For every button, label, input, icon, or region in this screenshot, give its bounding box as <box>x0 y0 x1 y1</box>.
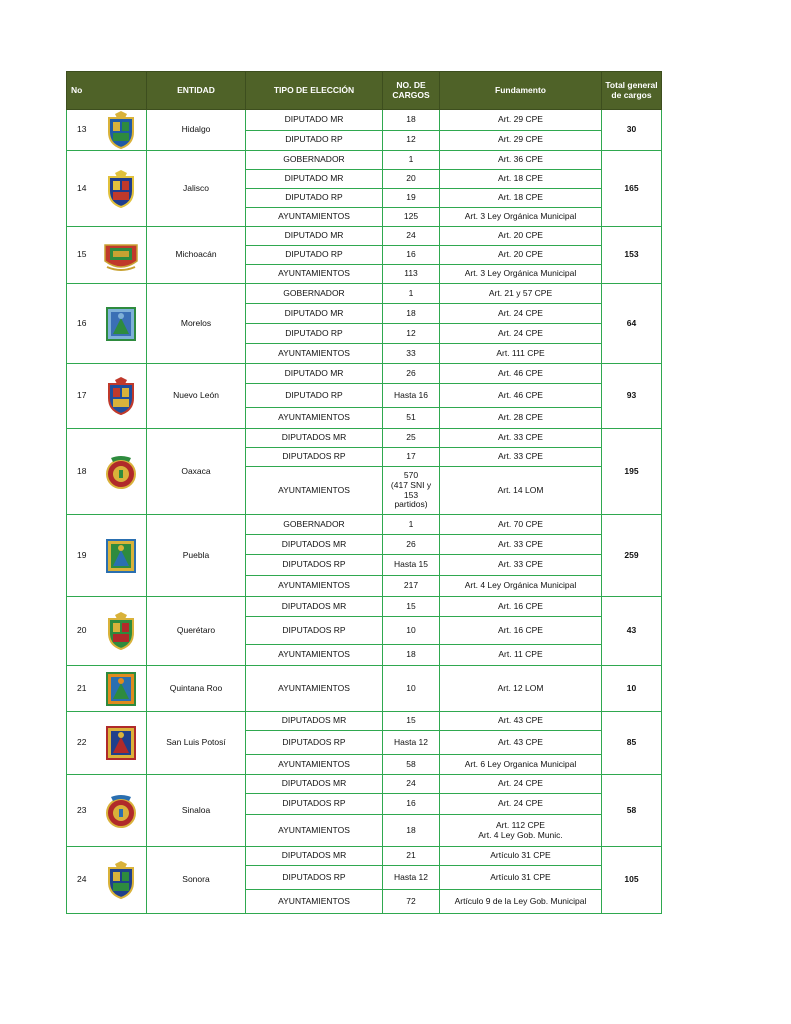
state-number-label: 15 <box>77 249 87 260</box>
election-type: AYUNTAMIENTOS <box>246 408 383 429</box>
election-type: AYUNTAMIENTOS <box>246 645 383 666</box>
positions-count: 19 <box>383 189 440 208</box>
state-number <box>67 666 147 712</box>
legal-basis: Artículo 31 CPE <box>440 866 602 890</box>
election-type: DIPUTADOS RP <box>246 866 383 890</box>
positions-count: 16 <box>383 246 440 265</box>
state-number <box>67 227 147 284</box>
legal-basis: Art. 14 LOM <box>440 467 602 515</box>
positions-count: 25 <box>383 429 440 448</box>
state-number <box>67 284 147 364</box>
header-fundamento: Fundamento <box>440 72 602 110</box>
state-crest-icon <box>101 536 141 576</box>
legal-basis: Art. 20 CPE <box>440 246 602 265</box>
state-number <box>67 712 147 775</box>
state-crest-icon <box>101 611 141 651</box>
state-crest-icon <box>101 376 141 416</box>
state-number-label: 24 <box>77 874 87 885</box>
legal-basis: Art. 12 LOM <box>440 666 602 712</box>
positions-count: 72 <box>383 890 440 914</box>
election-type: DIPUTADO MR <box>246 110 383 131</box>
state-name: Quintana Roo <box>147 666 246 712</box>
election-type: DIPUTADOS RP <box>246 555 383 576</box>
state-number <box>67 429 147 515</box>
positions-count: 16 <box>383 794 440 815</box>
total-positions: 165 <box>602 151 662 227</box>
legal-basis: Art. 16 CPE <box>440 597 602 617</box>
election-type: DIPUTADO MR <box>246 364 383 384</box>
state-crest-icon <box>101 304 141 344</box>
legal-basis: Art. 33 CPE <box>440 448 602 467</box>
state-name: Querétaro <box>147 597 246 666</box>
table-body <box>67 110 662 914</box>
table-row <box>67 666 662 712</box>
positions-count: 51 <box>383 408 440 429</box>
positions-count: 1 <box>383 284 440 304</box>
election-type: DIPUTADO RP <box>246 246 383 265</box>
header-entidad: ENTIDAD <box>147 72 246 110</box>
state-name: Sinaloa <box>147 775 246 847</box>
state-number <box>67 847 147 914</box>
table-row <box>67 712 662 731</box>
legal-basis: Art. 29 CPE <box>440 110 602 131</box>
state-name: Oaxaca <box>147 429 246 515</box>
election-type: DIPUTADO MR <box>246 170 383 189</box>
header-tipo: TIPO DE ELECCIÓN <box>246 72 383 110</box>
legal-basis: Art. 43 CPE <box>440 712 602 731</box>
state-crest-icon <box>101 235 141 275</box>
state-crest-icon <box>101 452 141 492</box>
total-positions: 105 <box>602 847 662 914</box>
total-positions: 58 <box>602 775 662 847</box>
election-type: DIPUTADOS RP <box>246 731 383 755</box>
state-name: Jalisco <box>147 151 246 227</box>
legal-basis: Art. 6 Ley Organica Municipal <box>440 755 602 775</box>
state-number-label: 16 <box>77 317 87 328</box>
total-positions: 93 <box>602 364 662 429</box>
legal-basis: Art. 70 CPE <box>440 515 602 535</box>
table-row <box>67 364 662 384</box>
positions-count: 18 <box>383 110 440 131</box>
legal-basis: Artículo 31 CPE <box>440 847 602 866</box>
legal-basis: Art. 3 Ley Orgánica Municipal <box>440 208 602 227</box>
election-type: GOBERNADOR <box>246 515 383 535</box>
positions-count: 15 <box>383 712 440 731</box>
total-positions: 64 <box>602 284 662 364</box>
legal-basis: Art. 24 CPE <box>440 324 602 344</box>
election-type: AYUNTAMIENTOS <box>246 815 383 847</box>
election-type: DIPUTADO RP <box>246 324 383 344</box>
election-type: DIPUTADOS RP <box>246 617 383 645</box>
election-type: DIPUTADO MR <box>246 227 383 246</box>
positions-count: 15 <box>383 597 440 617</box>
positions-count: Hasta 12 <box>383 731 440 755</box>
election-type: DIPUTADO RP <box>246 384 383 408</box>
legal-basis: Art. 4 Ley Orgánica Municipal <box>440 576 602 597</box>
election-type: GOBERNADOR <box>246 151 383 170</box>
election-positions-table <box>66 71 662 914</box>
state-number-label: 18 <box>77 465 87 476</box>
positions-count: 18 <box>383 815 440 847</box>
legal-basis: Artículo 9 de la Ley Gob. Municipal <box>440 890 602 914</box>
legal-basis: Art. 28 CPE <box>440 408 602 429</box>
total-positions: 85 <box>602 712 662 775</box>
legal-basis: Art. 20 CPE <box>440 227 602 246</box>
total-positions: 195 <box>602 429 662 515</box>
legal-basis: Art. 24 CPE <box>440 775 602 794</box>
state-number <box>67 151 147 227</box>
positions-count: 570 (417 SNI y 153 partidos) <box>383 467 440 515</box>
state-name: Michoacán <box>147 227 246 284</box>
state-crest-icon <box>101 110 141 150</box>
legal-basis: Art. 24 CPE <box>440 304 602 324</box>
election-type: DIPUTADOS RP <box>246 794 383 815</box>
total-positions: 10 <box>602 666 662 712</box>
legal-basis: Art. 21 y 57 CPE <box>440 284 602 304</box>
state-number <box>67 364 147 429</box>
state-crest-icon <box>101 791 141 831</box>
election-type: AYUNTAMIENTOS <box>246 467 383 515</box>
positions-count: Hasta 16 <box>383 384 440 408</box>
positions-count: Hasta 15 <box>383 555 440 576</box>
header-no: No <box>67 72 147 110</box>
election-type: AYUNTAMIENTOS <box>246 666 383 712</box>
table-row <box>67 775 662 794</box>
legal-basis: Art. 3 Ley Orgánica Municipal <box>440 265 602 284</box>
total-positions: 153 <box>602 227 662 284</box>
state-number-label: 22 <box>77 737 87 748</box>
positions-count: 24 <box>383 227 440 246</box>
state-number-label: 19 <box>77 549 87 560</box>
positions-count: 26 <box>383 535 440 555</box>
total-positions: 259 <box>602 515 662 597</box>
state-number-label: 14 <box>77 182 87 193</box>
election-type: DIPUTADOS MR <box>246 712 383 731</box>
election-type: AYUNTAMIENTOS <box>246 265 383 284</box>
table-row <box>67 847 662 866</box>
state-crest-icon <box>101 723 141 763</box>
state-number-label: 20 <box>77 625 87 636</box>
total-positions: 30 <box>602 110 662 151</box>
positions-count: 26 <box>383 364 440 384</box>
state-number <box>67 515 147 597</box>
legal-basis: Art. 11 CPE <box>440 645 602 666</box>
state-name: Puebla <box>147 515 246 597</box>
header-total: Total general de cargos <box>602 72 662 110</box>
legal-basis: Art. 24 CPE <box>440 794 602 815</box>
state-name: Nuevo León <box>147 364 246 429</box>
positions-count: 217 <box>383 576 440 597</box>
positions-count: 113 <box>383 265 440 284</box>
state-crest-icon <box>101 860 141 900</box>
state-crest-icon <box>101 669 141 709</box>
positions-count: 17 <box>383 448 440 467</box>
positions-count: 10 <box>383 666 440 712</box>
state-number-label: 23 <box>77 804 87 815</box>
positions-count: 1 <box>383 151 440 170</box>
positions-count: 18 <box>383 304 440 324</box>
legal-basis: Art. 46 CPE <box>440 384 602 408</box>
table-row <box>67 110 662 131</box>
state-crest-icon <box>101 169 141 209</box>
election-type: DIPUTADOS MR <box>246 775 383 794</box>
legal-basis: Art. 33 CPE <box>440 429 602 448</box>
election-type: DIPUTADO RP <box>246 189 383 208</box>
state-number-label: 21 <box>77 682 87 693</box>
election-type: DIPUTADOS MR <box>246 847 383 866</box>
state-number <box>67 597 147 666</box>
legal-basis: Art. 46 CPE <box>440 364 602 384</box>
election-type: DIPUTADOS RP <box>246 448 383 467</box>
positions-count: 18 <box>383 645 440 666</box>
table-row <box>67 151 662 170</box>
total-positions: 43 <box>602 597 662 666</box>
table-row <box>67 515 662 535</box>
positions-count: 20 <box>383 170 440 189</box>
election-type: DIPUTADOS MR <box>246 597 383 617</box>
election-type: GOBERNADOR <box>246 284 383 304</box>
positions-count: 125 <box>383 208 440 227</box>
positions-count: 1 <box>383 515 440 535</box>
legal-basis: Art. 16 CPE <box>440 617 602 645</box>
positions-count: 12 <box>383 324 440 344</box>
state-name: Hidalgo <box>147 110 246 151</box>
table-row <box>67 227 662 246</box>
positions-count: 24 <box>383 775 440 794</box>
state-number <box>67 775 147 847</box>
state-number <box>67 110 147 151</box>
positions-count: Hasta 12 <box>383 866 440 890</box>
legal-basis: Art. 18 CPE <box>440 170 602 189</box>
positions-count: 58 <box>383 755 440 775</box>
legal-basis: Art. 112 CPE Art. 4 Ley Gob. Munic. <box>440 815 602 847</box>
positions-count: 21 <box>383 847 440 866</box>
state-name: Morelos <box>147 284 246 364</box>
legal-basis: Art. 111 CPE <box>440 344 602 364</box>
legal-basis: Art. 33 CPE <box>440 535 602 555</box>
table-row <box>67 284 662 304</box>
election-type: AYUNTAMIENTOS <box>246 755 383 775</box>
positions-count: 10 <box>383 617 440 645</box>
election-type: DIPUTADO RP <box>246 130 383 151</box>
election-type: AYUNTAMIENTOS <box>246 576 383 597</box>
election-type: AYUNTAMIENTOS <box>246 208 383 227</box>
state-number-label: 13 <box>77 124 87 135</box>
election-type: DIPUTADOS MR <box>246 535 383 555</box>
election-type: AYUNTAMIENTOS <box>246 344 383 364</box>
table-row <box>67 597 662 617</box>
state-name: Sonora <box>147 847 246 914</box>
legal-basis: Art. 29 CPE <box>440 130 602 151</box>
election-type: DIPUTADO MR <box>246 304 383 324</box>
positions-count: 33 <box>383 344 440 364</box>
positions-count: 12 <box>383 130 440 151</box>
legal-basis: Art. 36 CPE <box>440 151 602 170</box>
state-number-label: 17 <box>77 390 87 401</box>
election-type: DIPUTADOS MR <box>246 429 383 448</box>
election-type: AYUNTAMIENTOS <box>246 890 383 914</box>
table-header-row <box>67 72 662 110</box>
legal-basis: Art. 33 CPE <box>440 555 602 576</box>
legal-basis: Art. 43 CPE <box>440 731 602 755</box>
state-name: San Luis Potosí <box>147 712 246 775</box>
table-row <box>67 429 662 448</box>
legal-basis: Art. 18 CPE <box>440 189 602 208</box>
header-cargos: NO. DE CARGOS <box>383 72 440 110</box>
